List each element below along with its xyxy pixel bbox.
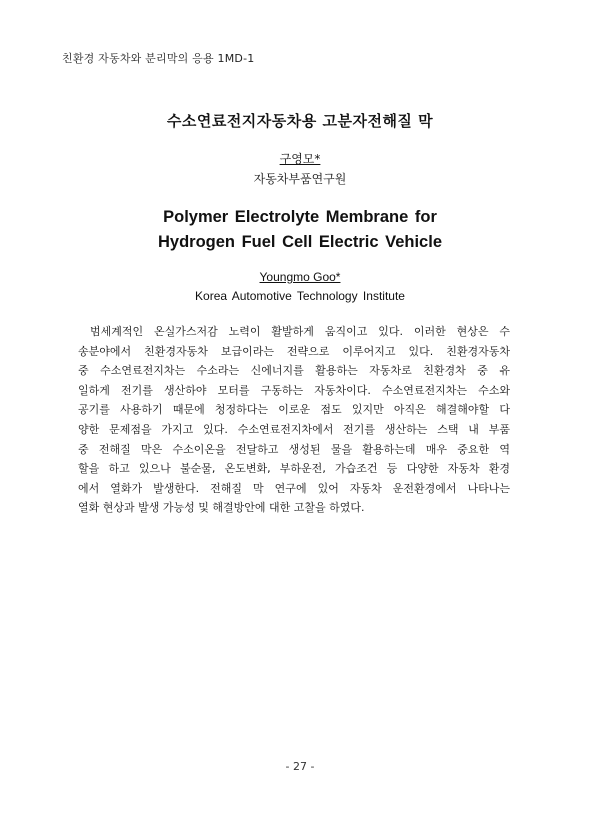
abstract-line: 열화 현상과 발생 가능성 및 해결방안에 대한 고찰을 하였다. — [78, 501, 365, 515]
page-number: - 27 - — [285, 760, 315, 773]
korean-author-name: 구영모* — [279, 152, 321, 166]
abstract-line: 중 전해질 막은 수소이온을 전달하고 생성된 물을 활용하는데 매우 중요한 역 — [78, 442, 510, 456]
english-affiliation: Korea Automotive Technology Institute — [195, 289, 405, 303]
abstract-line: 중 수소연료전지차는 수소라는 신에너지를 활용하는 자동차로 친환경차 중 유 — [78, 364, 510, 378]
english-title — [0, 205, 600, 255]
abstract-line: 일하게 전기를 생산하야 모터를 구동하는 자동차이다. 수소연료전지차는 수소와 — [78, 383, 510, 397]
abstract — [78, 322, 510, 518]
english-author — [0, 270, 600, 284]
abstract-line: 할을 하고 있으나 불순물, 온도변화, 부하운전, 가습조건 등 다양한 자동차 환경 — [78, 462, 510, 476]
english-title-line-1: Polymer Electrolyte Membrane for — [163, 208, 437, 226]
abstract-line: 범세계적인 온실가스저감 노력이 활발하게 움직이고 있다. 이러한 현상은 수 — [90, 325, 510, 338]
korean-author — [0, 150, 600, 167]
abstract-line: 공기를 사용하기 때문에 청정하다는 이로운 점도 있지만 아직은 해결해야할 다 — [78, 403, 510, 417]
korean-affiliation: 자동차부품연구원 — [253, 172, 347, 186]
abstract-line: 송분야에서 친환경자동차 보급이라는 전략으로 이루어지고 있다. 친환경자동차 — [78, 344, 510, 358]
abstract-line: 양한 문제점을 가지고 있다. 수소연료전지차에서 전기를 생산하는 스택 내 부품 — [78, 422, 510, 436]
korean-title: 수소연료전지자동차용 고분자전해질 막 — [166, 112, 434, 130]
english-title-line-2: Hydrogen Fuel Cell Electric Vehicle — [157, 233, 442, 251]
abstract-line: 에서 열화가 발생한다. 전해질 막 연구에 있어 자동차 운전환경에서 나타나는 — [78, 481, 510, 495]
english-author-name: Youngmo Goo* — [259, 270, 341, 284]
running-head: 친환경 자동차와 분리막의 응용 1MD-1 — [62, 52, 255, 65]
